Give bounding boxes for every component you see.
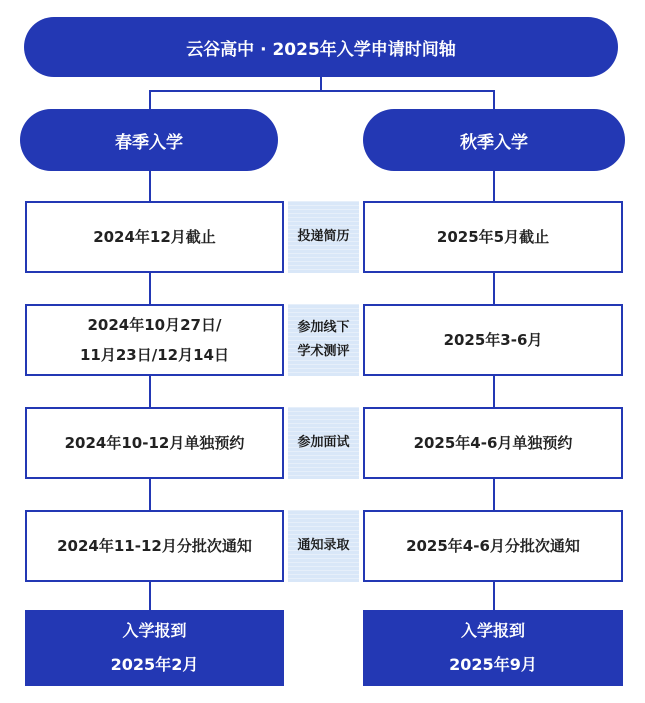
autumn-step-assessment-text: 2025年3-6月 [443, 331, 543, 349]
spring-intake-header [20, 109, 278, 171]
spring-step-assessment [25, 304, 284, 376]
spring-step-admission [25, 510, 284, 582]
connector-branch [149, 90, 494, 92]
timeline-title-text: 云谷高中 · 2025年入学申请时间轴 [186, 39, 456, 60]
autumn-step-interview [363, 407, 623, 479]
stage-resume-text: 投递简历 [297, 229, 350, 244]
autumn-enrollment-date: 2025年9月 [449, 655, 537, 674]
autumn-intake-label: 秋季入学 [460, 132, 528, 153]
spring-step-assessment-line2: 11月23日/12月14日 [80, 346, 229, 364]
stage-admission [288, 510, 359, 582]
spring-intake-label: 春季入学 [115, 132, 183, 153]
autumn-intake-header [363, 109, 625, 171]
spring-step-admission-text: 2024年11-12月分批次通知 [57, 537, 252, 555]
autumn-step-assessment [363, 304, 623, 376]
stage-assessment-line1: 参加线下 [297, 320, 350, 335]
connector-title-down [320, 77, 322, 91]
spring-enrollment-date: 2025年2月 [110, 655, 199, 674]
autumn-step-admission-text: 2025年4-6月分批次通知 [406, 537, 580, 555]
stage-assessment-line2: 学术测评 [297, 344, 350, 359]
stage-admission-text: 通知录取 [297, 538, 350, 553]
spring-step-assessment-line1: 2024年10月27日/ [87, 316, 222, 334]
connector-left-branch [149, 90, 151, 110]
stage-interview-text: 参加面试 [297, 435, 350, 450]
spring-enrollment [25, 610, 284, 686]
autumn-step-admission [363, 510, 623, 582]
spring-step-interview-text: 2024年10-12月单独预约 [64, 434, 245, 452]
spring-step-interview [25, 407, 284, 479]
spring-step-resume-text: 2024年12月截止 [93, 228, 216, 246]
autumn-step-resume-text: 2025年5月截止 [436, 228, 550, 246]
autumn-step-resume [363, 201, 623, 273]
connector-right-branch [493, 90, 495, 110]
autumn-enrollment-label: 入学报到 [460, 621, 525, 640]
stage-assessment [288, 304, 359, 376]
spring-step-resume [25, 201, 284, 273]
autumn-enrollment [363, 610, 623, 686]
stage-resume [288, 201, 359, 273]
autumn-step-interview-text: 2025年4-6月单独预约 [413, 434, 573, 452]
stage-interview [288, 407, 359, 479]
timeline-title [24, 17, 618, 77]
spring-enrollment-label: 入学报到 [122, 621, 187, 640]
